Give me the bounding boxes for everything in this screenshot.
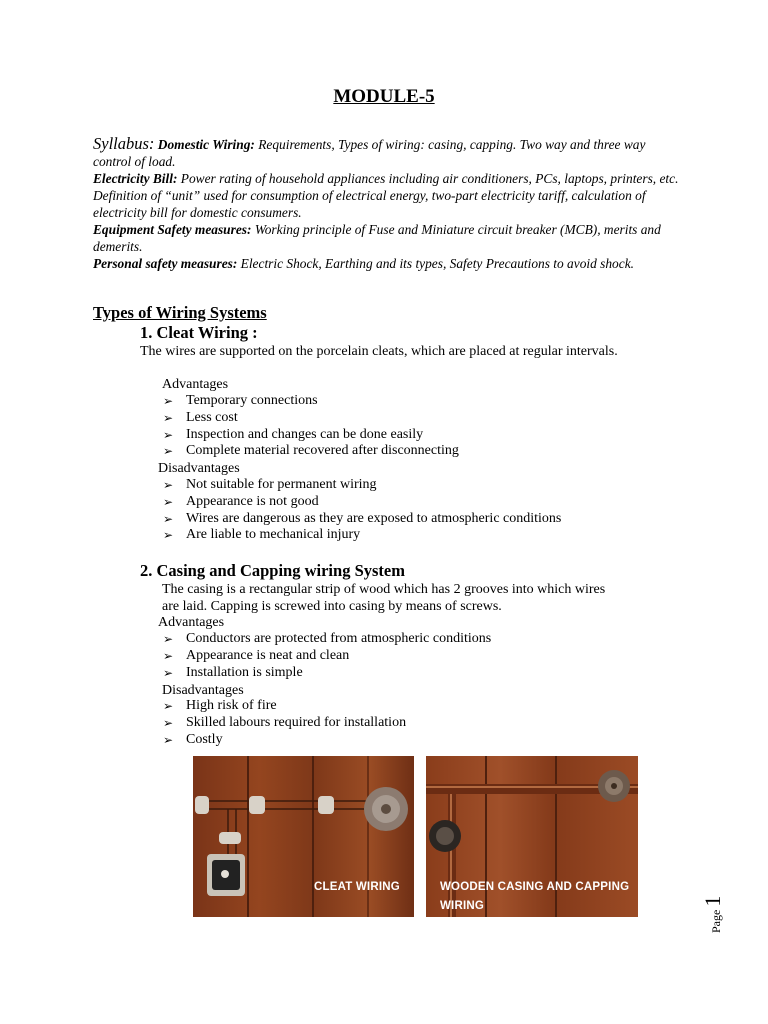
list-item: ➢ Costly xyxy=(163,731,223,747)
arrow-bullet-icon: ➢ xyxy=(163,528,174,543)
casing-capping-heading: 2. Casing and Capping wiring System xyxy=(140,561,405,580)
arrow-bullet-icon: ➢ xyxy=(163,648,174,663)
domestic-wiring-text: Requirements, Types of wiring: casing, capping. Two way and three way control of load. xyxy=(93,137,646,169)
list-item: ➢ Appearance is not good xyxy=(163,493,319,509)
list-item: ➢ Appearance is neat and clean xyxy=(163,647,350,663)
cleat-wiring-description: The wires are supported on the porcelain cleats, which are placed at regular intervals. xyxy=(140,344,618,359)
cleat-disadvantages-list xyxy=(162,477,561,544)
page-title: MODULE-5 xyxy=(333,86,435,107)
equipment-safety-label: Equipment Safety measures: xyxy=(93,222,252,237)
casing-disadvantages-list xyxy=(162,698,406,748)
list-item: ➢ Wires are dangerous as they are exposed to atmospheric conditions xyxy=(163,510,562,526)
list-item: ➢ Temporary connections xyxy=(163,393,318,408)
cleat-wiring-photo xyxy=(193,756,414,917)
personal-safety-text: Electric Shock, Earthing and its types, Safety Precautions to avoid shock. xyxy=(237,256,634,271)
list-item: ➢ Conductors are protected from atmospheric conditions xyxy=(163,631,492,646)
arrow-bullet-icon: ➢ xyxy=(163,715,174,730)
equipment-safety-text: Working principle of Fuse and Miniature circuit breaker (MCB), merits and demerits. xyxy=(93,222,661,254)
cleat-wiring-caption: CLEAT WIRING xyxy=(314,881,400,893)
arrow-bullet-icon: ➢ xyxy=(163,427,174,442)
arrow-bullet-icon: ➢ xyxy=(163,444,174,459)
arrow-bullet-icon: ➢ xyxy=(163,478,174,492)
casing-capping-caption xyxy=(440,878,629,916)
arrow-bullet-icon: ➢ xyxy=(163,394,174,408)
casing-caption-line2: WIRING xyxy=(440,900,484,912)
casing-advantages-label: Advantages xyxy=(158,615,225,630)
syllabus-lead: Syllabus: xyxy=(93,134,155,153)
arrow-bullet-icon: ➢ xyxy=(163,699,174,713)
arrow-bullet-icon: ➢ xyxy=(163,494,174,509)
arrow-bullet-icon: ➢ xyxy=(163,732,174,747)
list-item: ➢ High risk of fire xyxy=(163,698,277,713)
cleat-wiring-heading: 1. Cleat Wiring : xyxy=(140,323,258,342)
arrow-bullet-icon: ➢ xyxy=(163,410,174,425)
casing-description-line1: The casing is a rectangular strip of wood which has 2 grooves into which wires xyxy=(162,582,606,597)
arrow-bullet-icon: ➢ xyxy=(163,665,174,680)
page-word: Page xyxy=(709,909,723,933)
casing-advantages-list xyxy=(162,631,491,681)
cleat-advantages-label: Advantages xyxy=(162,377,229,392)
list-item: ➢ Inspection and changes can be done easily xyxy=(163,426,424,442)
list-item: ➢ Are liable to mechanical injury xyxy=(163,527,361,543)
list-item: ➢ Less cost xyxy=(163,409,238,425)
domestic-wiring-label: Domestic Wiring: xyxy=(157,137,255,152)
electricity-bill-text: Power rating of household appliances including air conditioners, PCs, laptops, printers, etc. Definition of “unit” used for consumption of electrical energy, two-part electricity tariff, calculation of electricity bill for domestic consumers. xyxy=(93,171,679,220)
page-number: 1 xyxy=(700,895,725,907)
list-item: ➢ Not suitable for permanent wiring xyxy=(163,477,377,492)
cleat-disadvantages-label: Disadvantages xyxy=(158,461,240,476)
list-item: ➢ Skilled labours required for installation xyxy=(163,714,407,730)
list-item: ➢ Complete material recovered after disconnecting xyxy=(163,443,459,459)
casing-capping-photo xyxy=(426,756,638,917)
syllabus xyxy=(93,135,683,272)
cleat-advantages-list xyxy=(162,393,459,460)
page-number-label xyxy=(700,893,740,933)
casing-description-line2: are laid. Capping is screwed into casing by means of screws. xyxy=(162,599,502,614)
casing-disadvantages-label: Disadvantages xyxy=(162,683,244,698)
electricity-bill-label: Electricity Bill: xyxy=(93,171,178,186)
section-heading: Types of Wiring Systems xyxy=(93,303,267,322)
arrow-bullet-icon: ➢ xyxy=(163,632,174,646)
personal-safety-label: Personal safety measures: xyxy=(93,256,238,271)
casing-caption-line1: WOODEN CASING AND CAPPING xyxy=(440,881,630,893)
arrow-bullet-icon: ➢ xyxy=(163,511,174,526)
list-item: ➢ Installation is simple xyxy=(163,664,303,680)
